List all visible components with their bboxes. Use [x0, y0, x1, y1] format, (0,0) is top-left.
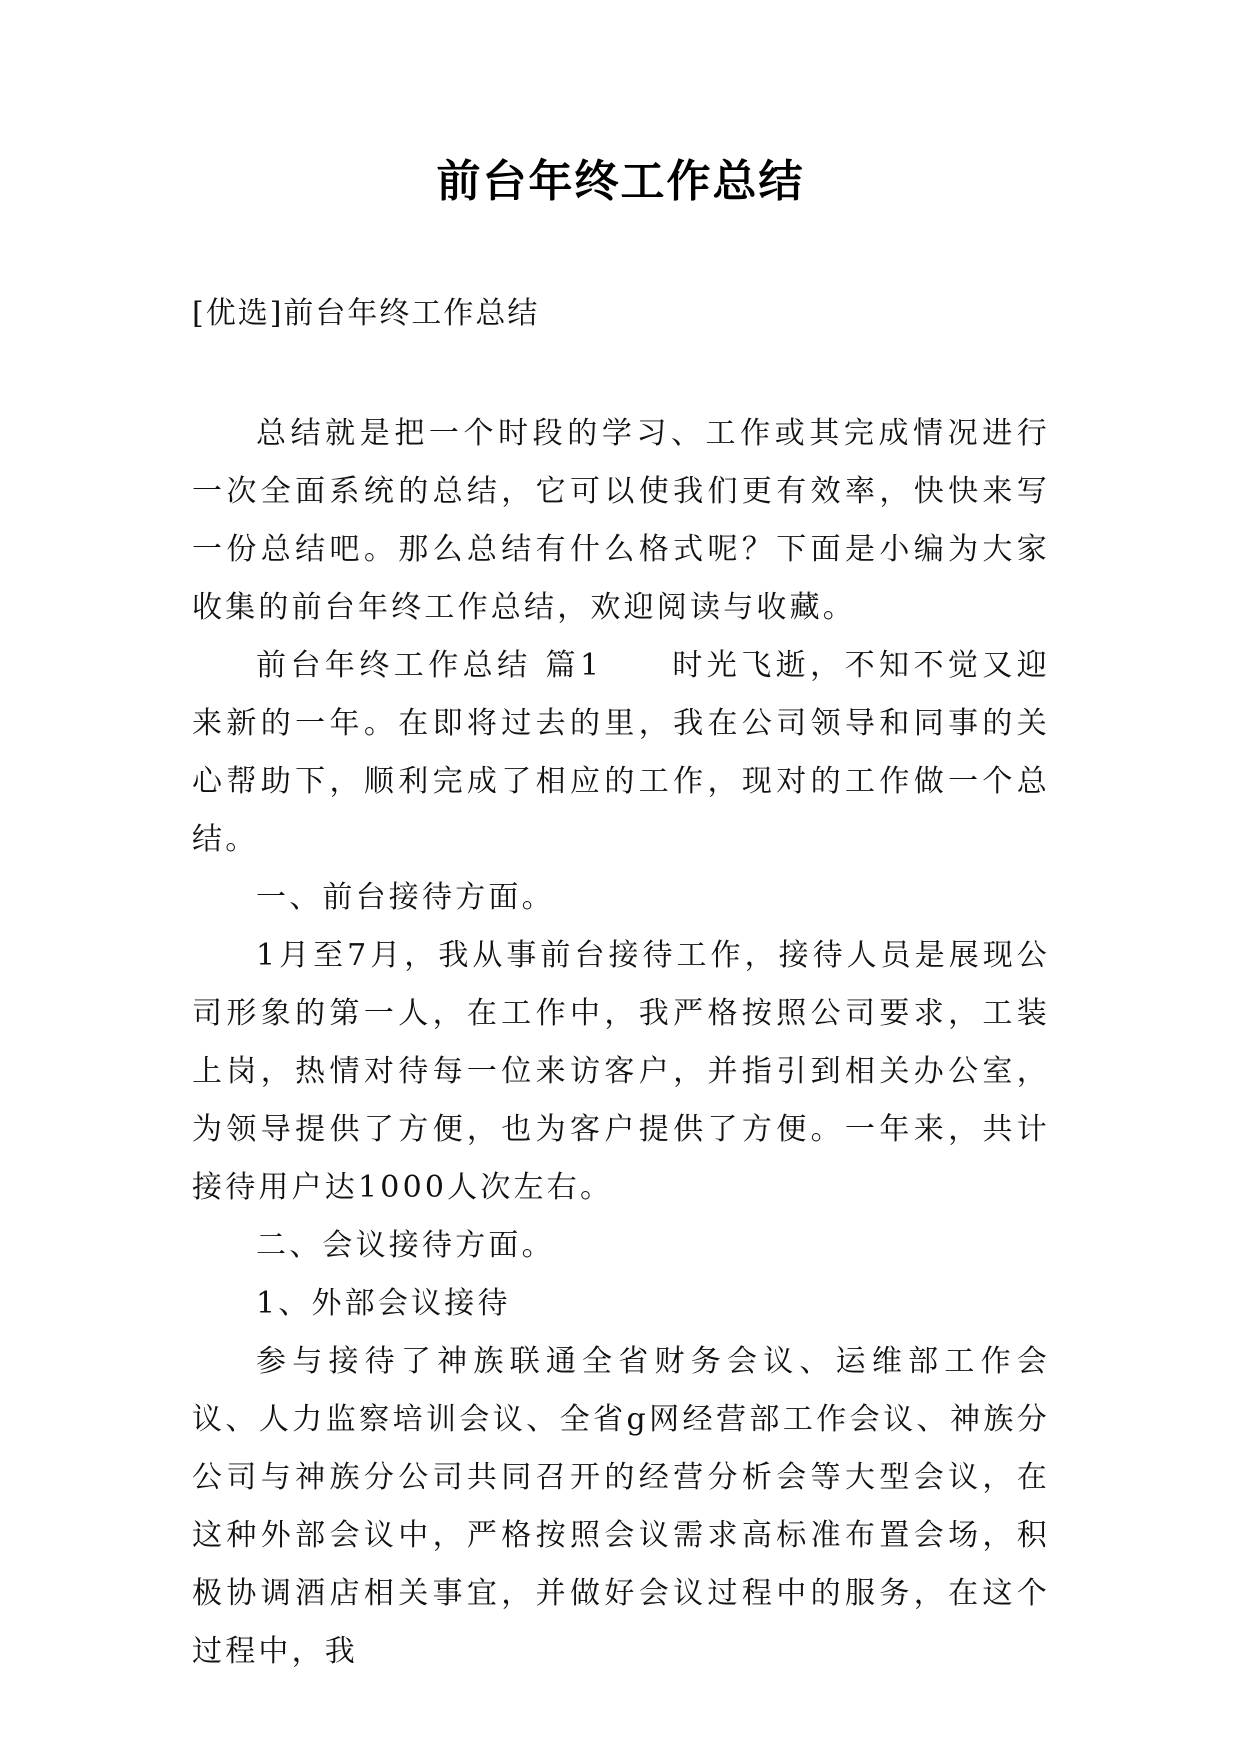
heading-reception: 一、前台接待方面。 — [256, 880, 555, 915]
paragraph-section-1: 前台年终工作总结 篇1 时光飞逝，不知不觉又迎来新的一年。在即将过去的里，我在公司领导和同事的关心帮助下，顺利完成了相应的工作，现对的工作做一个总结。 — [192, 648, 1050, 857]
document-subtitle: [优选]前台年终工作总结 — [192, 296, 540, 331]
heading-meeting: 二、会议接待方面。 — [256, 1228, 555, 1263]
paragraph-reception: 1月至7月，我从事前台接待工作，接待人员是展现公司形象的第一人，在工作中，我严格按照公司要求，工装上岗，热情对待每一位来访客户，并指引到相关办公室，为领导提供了方便，也为客户提供了方便。一年来，共计接待用户达1000人次左右。 — [192, 938, 1050, 1205]
paragraph-external-meeting: 参与接待了神族联通全省财务会议、运维部工作会议、人力监察培训会议、全省g网经营部工作会议、神族分公司与神族分公司共同召开的经营分析会等大型会议，在这种外部会议中，严格按照会议需求高标准布置会场，积极协调酒店相关事宜，并做好会议过程中的服务，在这个过程中，我 — [192, 1344, 1050, 1669]
document-body — [192, 405, 1050, 1681]
document-title: 前台年终工作总结 — [436, 156, 805, 207]
paragraph-intro: 总结就是把一个时段的学习、工作或其完成情况进行一次全面系统的总结，它可以使我们更有效率，快快来写一份总结吧。那么总结有什么格式呢？下面是小编为大家收集的前台年终工作总结，欢迎阅读与收藏。 — [192, 416, 1050, 625]
heading-external-meeting: 1、外部会议接待 — [256, 1286, 511, 1321]
